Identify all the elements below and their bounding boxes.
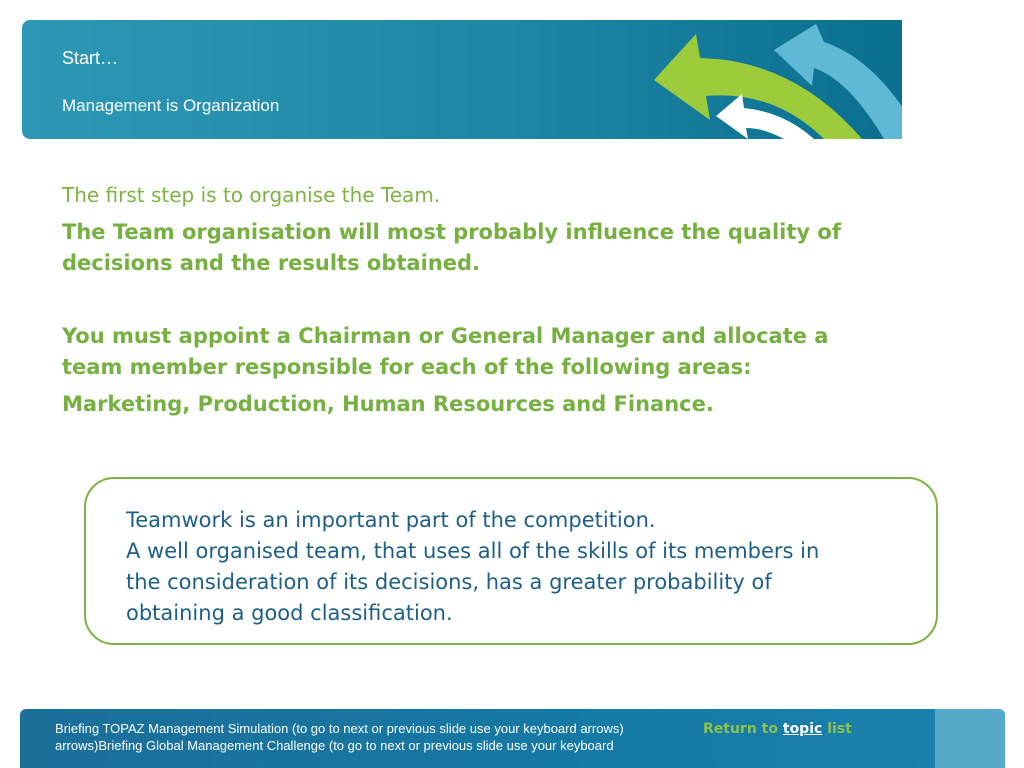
body-text-line: You must appoint a Chairman or General Manager and allocate a bbox=[62, 324, 829, 348]
return-to-topic-link[interactable] bbox=[703, 721, 852, 737]
return-suffix: list bbox=[827, 721, 852, 737]
curved-arrows-icon bbox=[634, 20, 902, 139]
callout-line: obtaining a good classification. bbox=[126, 601, 453, 625]
slide-body bbox=[62, 183, 942, 420]
slide-subtitle: Management is Organization bbox=[62, 96, 280, 115]
footer-caption bbox=[55, 720, 695, 754]
callout-line: the consideration of its decisions, has a greater probability of bbox=[126, 570, 772, 594]
body-text-line: The Team organisation will most probably influence the quality of bbox=[62, 220, 841, 244]
return-prefix: Return to bbox=[703, 721, 778, 737]
footer-accent bbox=[935, 709, 1005, 768]
areas-text: Marketing, Production, Human Resources and Finance. bbox=[62, 392, 714, 416]
slide-title: Start… bbox=[62, 48, 119, 68]
footer-caption-line: arrows)Briefing Global Management Challenge (to go to next or previous slide use your keyboard bbox=[55, 738, 614, 753]
slide-header bbox=[22, 20, 902, 139]
teamwork-callout bbox=[84, 477, 938, 645]
body-text-line: team member responsible for each of the following areas: bbox=[62, 355, 752, 379]
intro-text: The first step is to organise the Team. bbox=[62, 183, 441, 207]
footer-caption-line: Briefing TOPAZ Management Simulation (to go to next or previous slide use your keyboard arrows) bbox=[55, 721, 624, 736]
topic-link[interactable]: topic bbox=[782, 721, 823, 737]
callout-line: A well organised team, that uses all of the skills of its members in bbox=[126, 539, 820, 563]
body-text-line: decisions and the results obtained. bbox=[62, 251, 480, 275]
callout-text bbox=[126, 505, 916, 629]
slide-footer bbox=[20, 709, 1005, 768]
callout-line: Teamwork is an important part of the competition. bbox=[126, 508, 656, 532]
